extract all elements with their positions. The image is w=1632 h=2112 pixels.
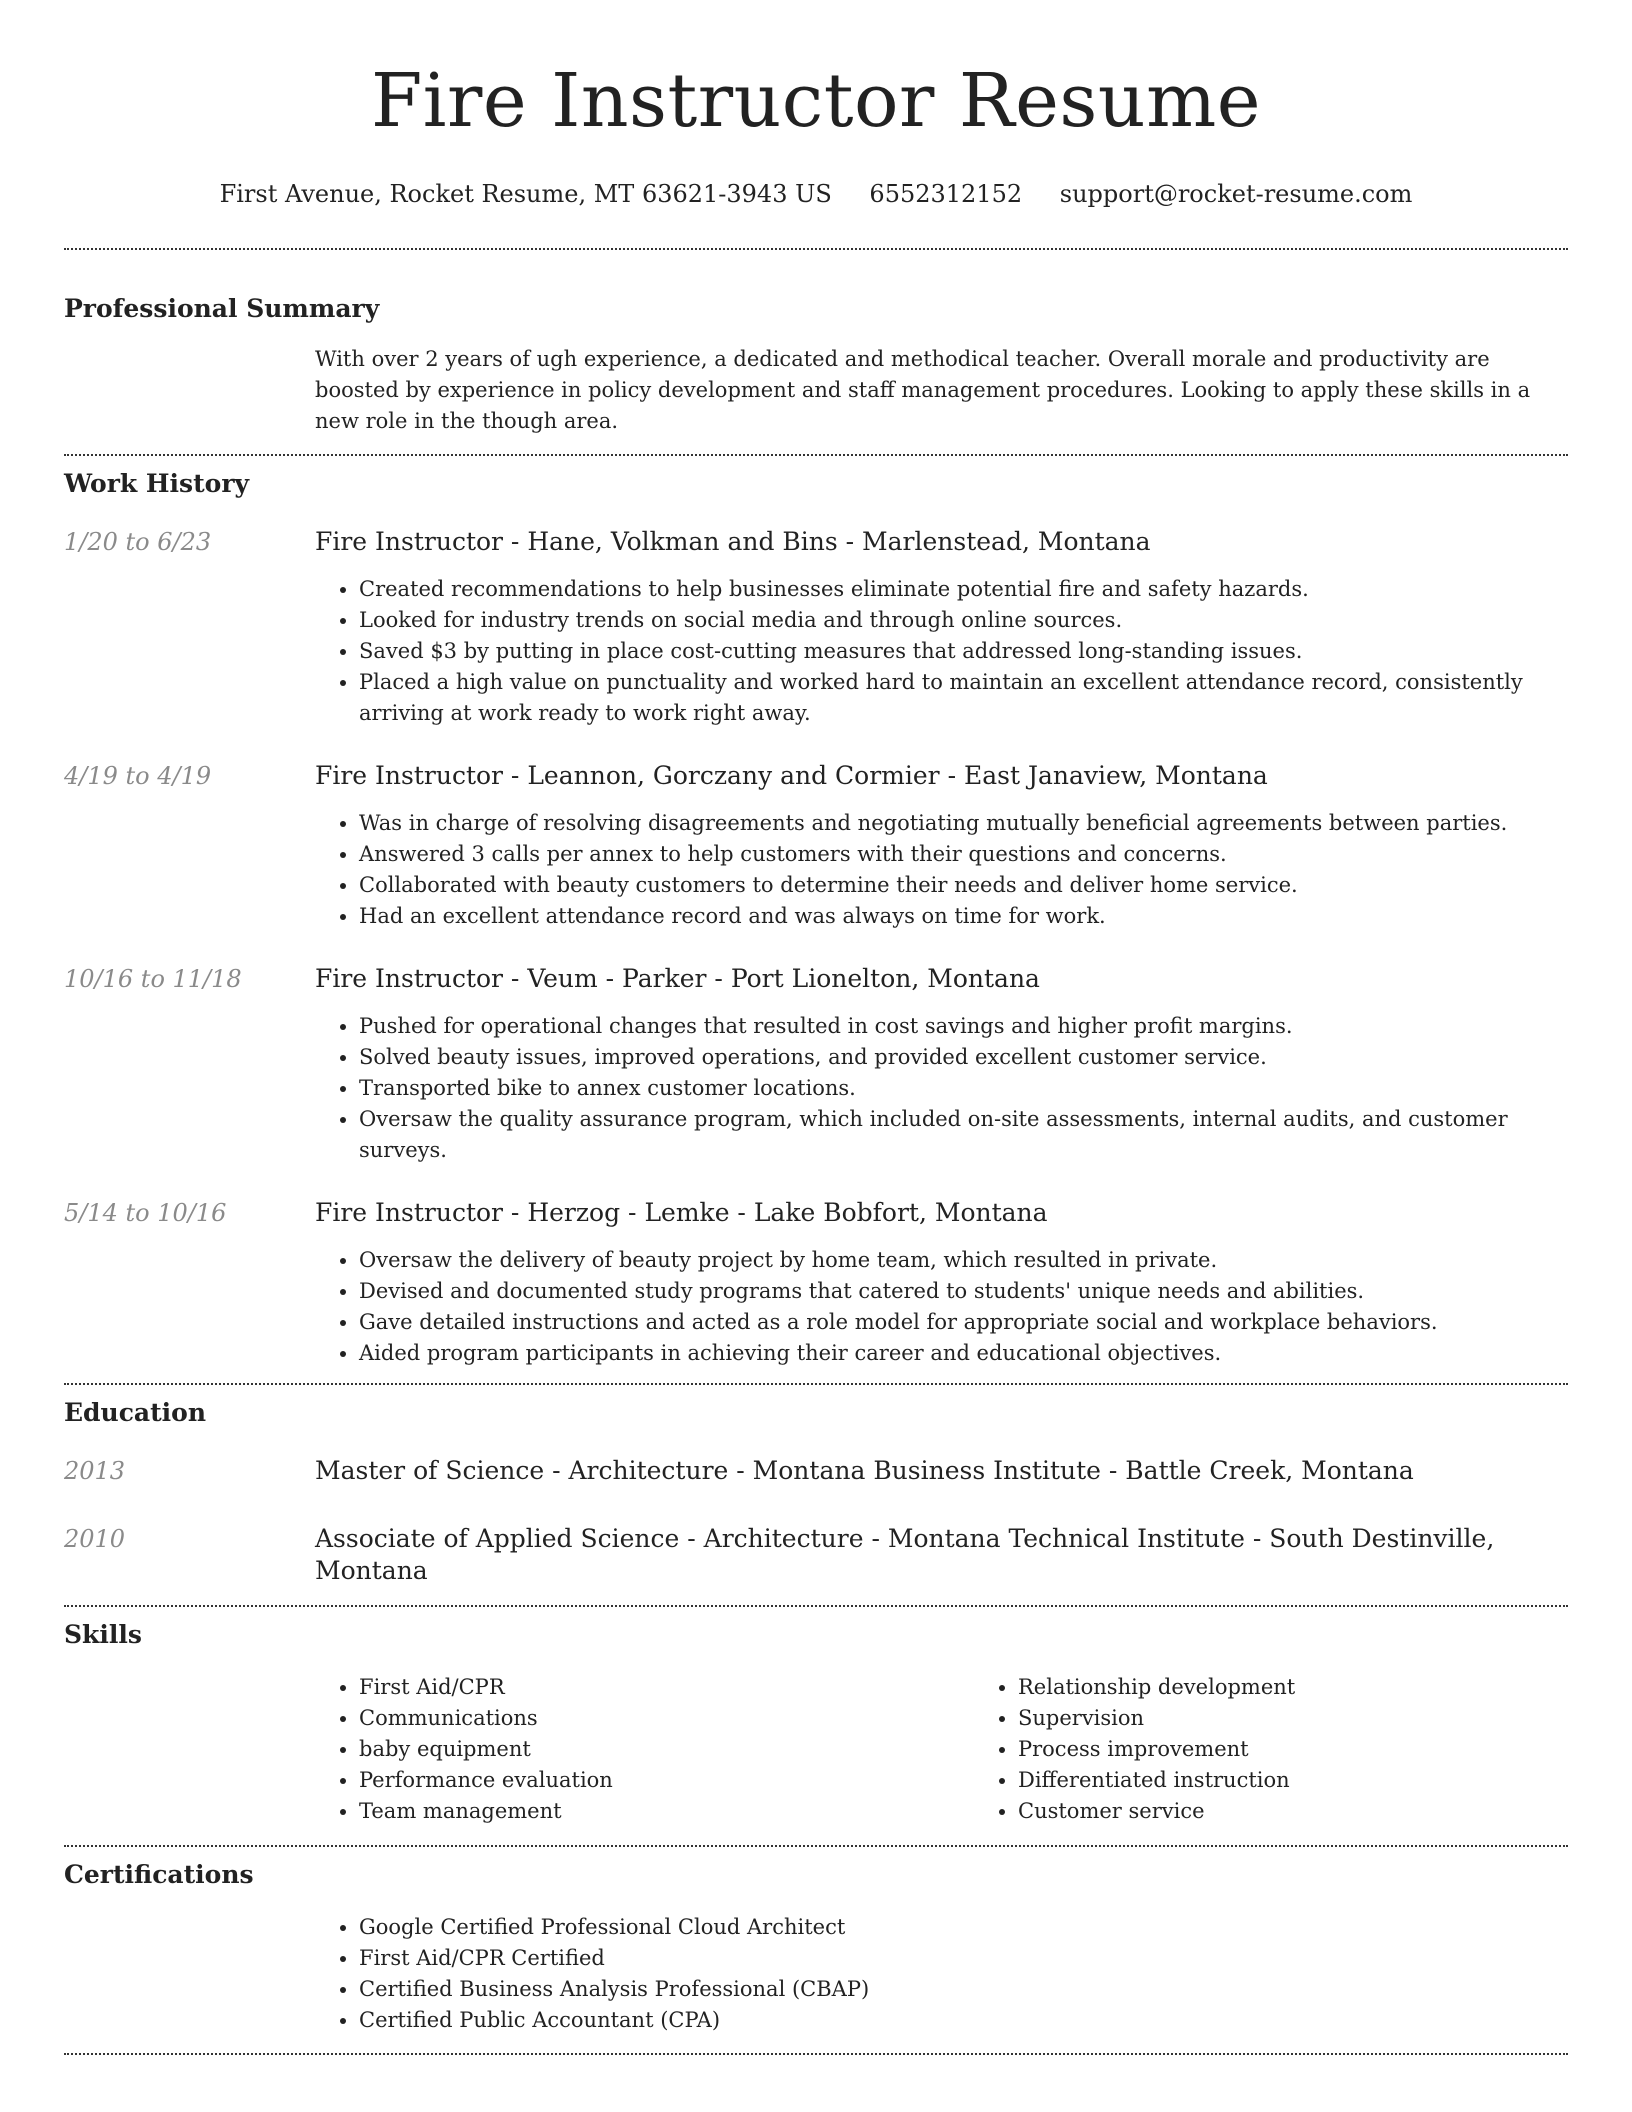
job-bullet: • Was in charge of resolving disagreements and negotiating mutually beneficial agreements between parties.	[359, 808, 1568, 839]
job-bullet: • Gave detailed instructions and acted as a role model for appropriate social and workplace behaviors.	[359, 1307, 1568, 1338]
skill-item: • Customer service	[1018, 1796, 1632, 1827]
skill-item: • baby equipment	[359, 1734, 974, 1765]
divider	[64, 454, 1568, 456]
divider	[64, 1605, 1568, 1607]
contact-line	[64, 178, 1568, 210]
job-heading: Fire Instructor - Herzog - Lemke - Lake Bobfort, Montana	[315, 1198, 1048, 1227]
job-entry	[64, 963, 1568, 1166]
education-section	[64, 1397, 1568, 1587]
resume-title: Fire Instructor Resume	[370, 58, 1262, 144]
certifications-section	[64, 1859, 1568, 2036]
job-bullet: • Saved $3 by putting in place cost-cutting measures that addressed long-standing issues.	[359, 636, 1568, 667]
education-text: Master of Science - Architecture - Montana Business Institute - Battle Creek, Montana	[315, 1456, 1414, 1485]
section-title-work-history: Work History	[64, 469, 250, 498]
skills-list-right	[974, 1672, 1632, 1827]
job-bullet: • Looked for industry trends on social media and through online sources.	[359, 605, 1568, 636]
job-bullet: • Had an excellent attendance record and was always on time for work.	[359, 901, 1568, 932]
job-bullet: • Solved beauty issues, improved operations, and provided excellent customer service.	[359, 1042, 1568, 1073]
job-bullet: • Placed a high value on punctuality and worked hard to maintain an excellent attendance record, consistently arriving at work ready to work right away.	[359, 667, 1568, 729]
job-bullets	[315, 1011, 1568, 1166]
job-entry	[64, 760, 1568, 932]
divider	[64, 1845, 1568, 1847]
skill-item: • Team management	[359, 1796, 974, 1827]
summary-section	[64, 293, 1568, 437]
skill-item: • Process improvement	[1018, 1734, 1632, 1765]
job-bullet: • Created recommendations to help businesses eliminate potential fire and safety hazards.	[359, 574, 1568, 605]
skill-item: • Communications	[359, 1703, 974, 1734]
job-dates: 1/20 to 6/23	[64, 528, 212, 556]
education-year: 2010	[64, 1525, 126, 1553]
job-entry	[64, 526, 1568, 729]
job-bullets	[315, 808, 1568, 932]
section-title-certifications: Certifications	[64, 1860, 254, 1889]
skills-list-left	[315, 1672, 974, 1827]
section-title-summary: Professional Summary	[64, 294, 380, 323]
job-bullet: • Pushed for operational changes that resulted in cost savings and higher profit margins.	[359, 1011, 1568, 1042]
job-dates: 10/16 to 11/18	[64, 965, 242, 993]
skill-item: • Differentiated instruction	[1018, 1765, 1632, 1796]
job-dates: 4/19 to 4/19	[64, 762, 212, 790]
certifications-list	[315, 1912, 1568, 2036]
education-text: Associate of Applied Science - Architecture - Montana Technical Institute - South Destinville, Montana	[315, 1524, 1495, 1585]
section-title-skills: Skills	[64, 1620, 142, 1649]
skills-section	[64, 1619, 1568, 1827]
job-entry	[64, 1197, 1568, 1369]
certification-item: • Google Certified Professional Cloud Architect	[359, 1912, 1568, 1943]
job-bullet: • Transported bike to annex customer locations.	[359, 1073, 1568, 1104]
education-entry	[64, 1523, 1568, 1587]
section-title-education: Education	[64, 1398, 207, 1427]
job-bullet: • Devised and documented study programs that catered to students' unique needs and abilities.	[359, 1276, 1568, 1307]
work-history-section	[64, 468, 1568, 1369]
skill-item: • First Aid/CPR	[359, 1672, 974, 1703]
job-bullets	[315, 574, 1568, 729]
certification-item: • Certified Business Analysis Professional (CBAP)	[359, 1974, 1568, 2005]
divider	[64, 248, 1568, 250]
skill-item: • Performance evaluation	[359, 1765, 974, 1796]
skill-item: • Relationship development	[1018, 1672, 1632, 1703]
job-dates: 5/14 to 10/16	[64, 1199, 227, 1227]
certification-item: • First Aid/CPR Certified	[359, 1943, 1568, 1974]
skill-item: • Supervision	[1018, 1703, 1632, 1734]
job-heading: Fire Instructor - Leannon, Gorczany and Cormier - East Janaview, Montana	[315, 761, 1268, 790]
job-bullet: • Oversaw the delivery of beauty project by home team, which resulted in private.	[359, 1245, 1568, 1276]
job-heading: Fire Instructor - Veum - Parker - Port Lionelton, Montana	[315, 964, 1040, 993]
education-entry	[64, 1455, 1568, 1487]
contact-address: First Avenue, Rocket Resume, MT 63621-3943 US	[219, 180, 832, 208]
summary-row	[64, 344, 1568, 437]
job-bullet: • Oversaw the quality assurance program, which included on-site assessments, internal audits, and customer surveys.	[359, 1104, 1568, 1166]
divider	[64, 1383, 1568, 1385]
contact-phone: 6552312152	[869, 180, 1023, 208]
job-bullet: • Collaborated with beauty customers to determine their needs and deliver home service.	[359, 870, 1568, 901]
education-year: 2013	[64, 1457, 126, 1485]
contact-email: support@rocket-resume.com	[1059, 180, 1413, 208]
job-bullets	[315, 1245, 1568, 1369]
job-bullet: • Aided program participants in achieving their career and educational objectives.	[359, 1338, 1568, 1369]
job-bullet: • Answered 3 calls per annex to help customers with their questions and concerns.	[359, 839, 1568, 870]
summary-text: With over 2 years of ugh experience, a dedicated and methodical teacher. Overall morale and productivity are boosted by experience in policy development and staff management procedures. Looking to apply these skills in a new role in the though area.	[315, 347, 1531, 433]
certification-item: • Certified Public Accountant (CPA)	[359, 2005, 1568, 2036]
divider	[64, 2053, 1568, 2055]
skills-columns	[315, 1672, 1632, 1827]
job-heading: Fire Instructor - Hane, Volkman and Bins - Marlenstead, Montana	[315, 527, 1151, 556]
